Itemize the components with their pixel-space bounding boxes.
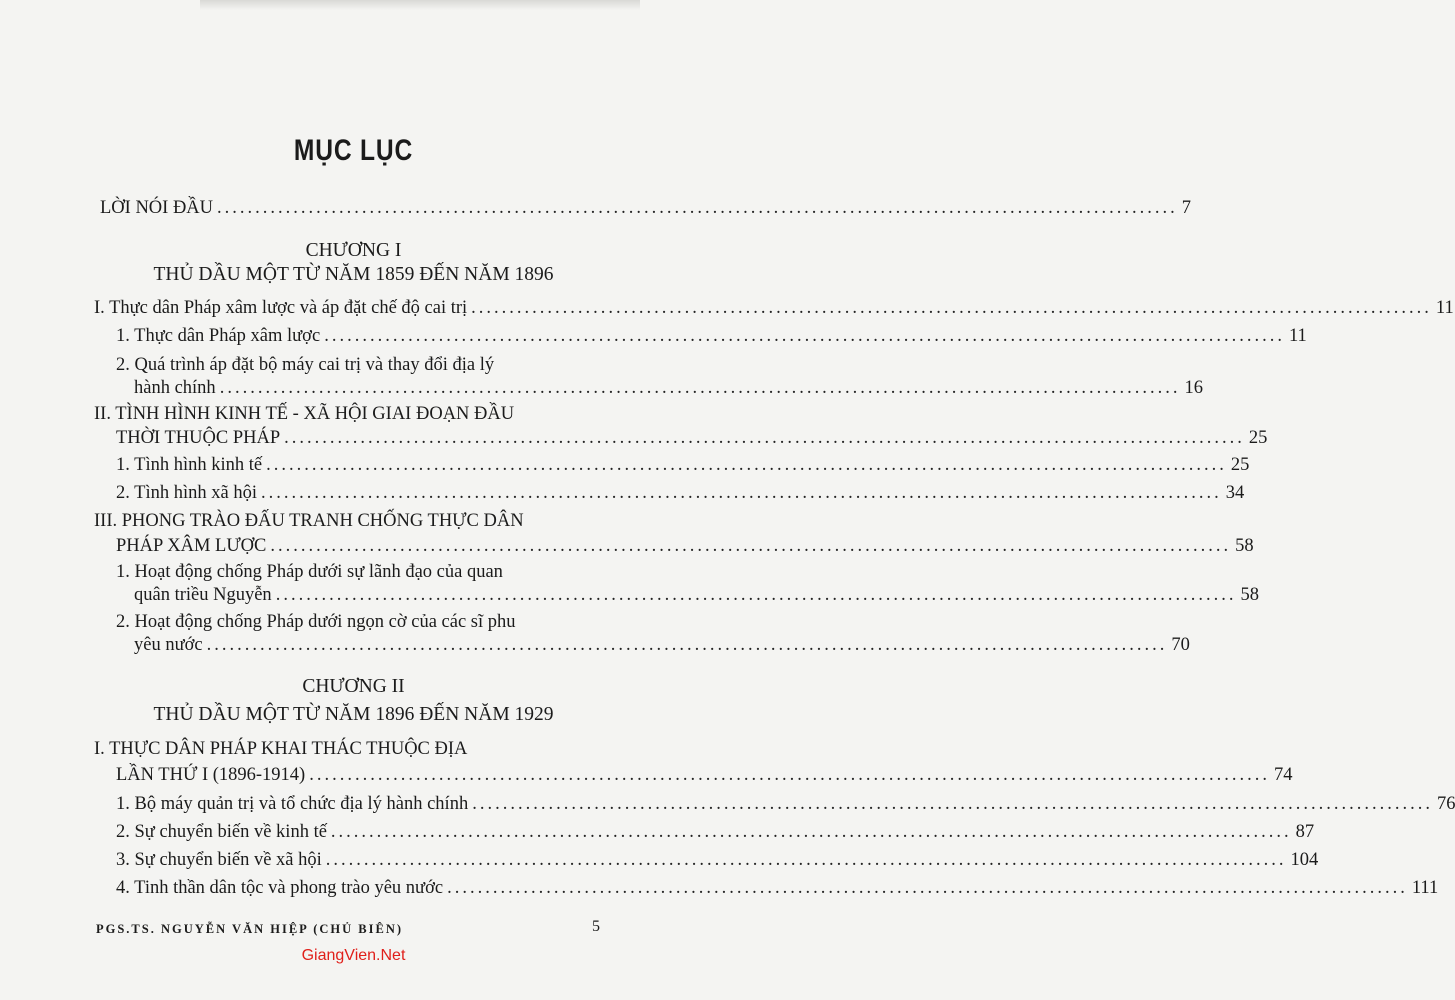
toc-entry-page: 76 xyxy=(1436,794,1455,814)
toc-entry-label: 1. Tình hình kinh tế xyxy=(116,455,263,475)
toc-entry-line1: II. TÌNH HÌNH KINH TẾ - XÃ HỘI GIAI ĐOẠN ĐẦU xyxy=(94,404,515,424)
toc-entry-page: 87 xyxy=(1295,822,1315,842)
dot-leader: .............................................................................................................................. xyxy=(275,585,1237,605)
page-number: 5 xyxy=(592,918,600,935)
toc-entry[interactable] xyxy=(116,822,1315,843)
toc-entry-page: 16 xyxy=(1184,378,1203,398)
dot-leader: .............................................................................................................................. xyxy=(266,455,1227,475)
dot-leader: .............................................................................................................................. xyxy=(309,765,1270,785)
toc-entry-page: 104 xyxy=(1290,850,1319,870)
toc-entry-label: LẦN THỨ I (1896-1914) xyxy=(116,765,306,785)
toc-entry-label: LỜI NÓI ĐẦU xyxy=(100,198,214,218)
chapter-1-heading: CHƯƠNG I xyxy=(305,240,402,261)
toc-entry-label: 2. Tình hình xã hội xyxy=(116,483,257,503)
toc-entry-page: 58 xyxy=(1240,585,1259,605)
toc-entry[interactable] xyxy=(116,536,1254,557)
running-footer-author: PGS.TS. NGUYỄN VĂN HIỆP (CHỦ BIÊN) xyxy=(96,922,404,936)
toc-entry[interactable] xyxy=(94,298,1454,319)
toc-entry[interactable] xyxy=(134,378,1203,399)
toc-entry[interactable] xyxy=(116,455,1250,476)
toc-entry-page: 34 xyxy=(1225,483,1245,503)
toc-entry[interactable] xyxy=(116,878,1439,899)
toc-entry-label: 4. Tinh thần dân tộc và phong trào yêu nước xyxy=(116,878,444,898)
toc-entry-label: 1. Thực dân Pháp xâm lược xyxy=(116,326,321,346)
toc-entry-label: yêu nước xyxy=(134,635,203,655)
dot-leader: .............................................................................................................................. xyxy=(206,635,1168,655)
toc-entry[interactable] xyxy=(134,585,1259,606)
toc-entry-label: 1. Bộ máy quản trị và tổ chức địa lý hành chính xyxy=(116,794,469,814)
toc-entry[interactable] xyxy=(116,794,1455,815)
toc-entry-page: 11 xyxy=(1435,298,1454,318)
toc-entry-line1: III. PHONG TRÀO ĐẤU TRANH CHỐNG THỰC DÂN xyxy=(94,511,524,531)
toc-entry-label: I. Thực dân Pháp xâm lược và áp đặt chế độ cai trị xyxy=(94,298,468,318)
dot-leader: .............................................................................................................................. xyxy=(219,378,1181,398)
toc-entry-page: 25 xyxy=(1230,455,1250,475)
dot-leader: .............................................................................................................................. xyxy=(284,428,1245,448)
toc-entry-page: 74 xyxy=(1273,765,1293,785)
dot-leader: .............................................................................................................................. xyxy=(330,822,1292,842)
toc-entry-label: hành chính xyxy=(134,378,216,398)
page-title: MỤC LỤC xyxy=(293,134,414,167)
toc-entry-page: 7 xyxy=(1181,198,1192,218)
page-edge-shadow xyxy=(200,0,640,10)
toc-entry-label: 3. Sự chuyển biến về xã hội xyxy=(116,850,322,870)
toc-entry-page: 70 xyxy=(1171,635,1190,655)
toc-entry[interactable] xyxy=(116,326,1307,347)
dot-leader: .............................................................................................................................. xyxy=(260,483,1222,503)
toc-entry-label: quân triều Nguyễn xyxy=(134,585,272,605)
dot-leader: .............................................................................................................................. xyxy=(324,326,1285,346)
toc-entry-line1: 2. Quá trình áp đặt bộ máy cai trị và thay đổi địa lý xyxy=(116,355,495,375)
chapter-1-subtitle: THỦ DẦU MỘT TỪ NĂM 1859 ĐẾN NĂM 1896 xyxy=(153,264,554,285)
toc-entry-label: 2. Sự chuyển biến về kinh tế xyxy=(116,822,327,842)
toc-entry[interactable] xyxy=(116,850,1319,871)
toc-entry[interactable] xyxy=(116,483,1245,504)
toc-entry-page: 25 xyxy=(1248,428,1268,448)
dot-leader: .............................................................................................................................. xyxy=(217,198,1178,218)
toc-entry-label: PHÁP XÂM LƯỢC xyxy=(116,536,267,556)
chapter-2-subtitle: THỦ DẦU MỘT TỪ NĂM 1896 ĐẾN NĂM 1929 xyxy=(153,704,554,725)
toc-entry-line1: 1. Hoạt động chống Pháp dưới sự lãnh đạo của quan xyxy=(116,562,503,582)
toc-entry[interactable] xyxy=(134,635,1190,656)
toc-entry[interactable] xyxy=(116,765,1293,786)
toc-entry-intro[interactable] xyxy=(100,198,1192,219)
chapter-2-heading: CHƯƠNG II xyxy=(302,676,405,697)
toc-entry-page: 11 xyxy=(1288,326,1307,346)
toc-entry-page: 58 xyxy=(1235,536,1254,556)
toc-entry-line1: I. THỰC DÂN PHÁP KHAI THÁC THUỘC ĐỊA xyxy=(94,739,468,759)
dot-leader: .............................................................................................................................. xyxy=(471,298,1432,318)
watermark-text: GiangVien.Net xyxy=(301,947,406,964)
dot-leader: .............................................................................................................................. xyxy=(472,794,1433,814)
dot-leader: .............................................................................................................................. xyxy=(270,536,1232,556)
toc-entry[interactable] xyxy=(116,428,1268,449)
toc-entry-line1: 2. Hoạt động chống Pháp dưới ngọn cờ của các sĩ phu xyxy=(116,612,516,632)
dot-leader: .............................................................................................................................. xyxy=(447,878,1408,898)
dot-leader: .............................................................................................................................. xyxy=(325,850,1287,870)
toc-entry-label: THỜI THUỘC PHÁP xyxy=(116,428,281,448)
toc-entry-page: 111 xyxy=(1411,878,1439,898)
